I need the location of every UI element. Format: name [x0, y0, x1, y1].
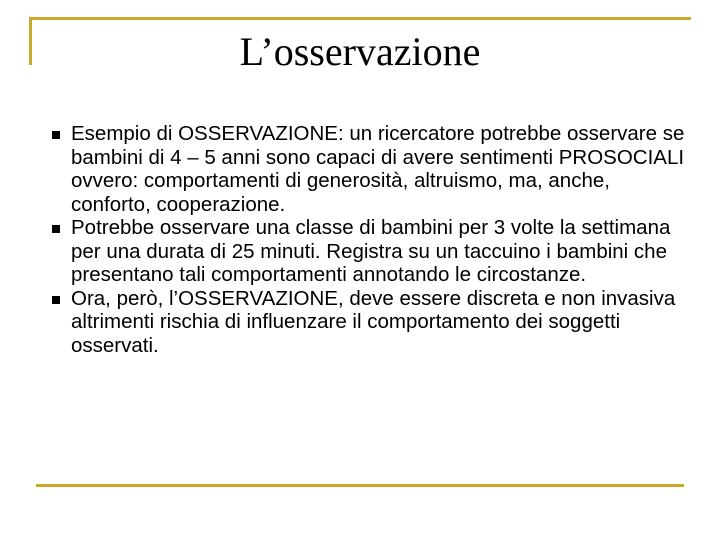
slide-title: L’osservazione — [239, 29, 481, 74]
frame-top-rule — [29, 17, 691, 20]
square-bullet-icon — [52, 131, 60, 139]
bullet-text: Potrebbe osservare una classe di bambini per 3 volte la settimana per una durata di 25 minuti. Registra su un taccuino i bambini che presentano tali comportamenti annotando le circostanze. — [71, 216, 671, 286]
bullet-item — [52, 287, 692, 358]
bullet-item — [52, 122, 692, 216]
square-bullet-icon — [52, 225, 60, 233]
bullet-text: Esempio di OSSERVAZIONE: un ricercatore potrebbe osservare se bambini di 4 – 5 anni sono capaci di avere sentimenti PROSOCIALI ovvero: comportamenti di generosità, altruismo, ma, anche, conforto, cooperazione. — [71, 122, 685, 216]
bullet-item — [52, 216, 692, 287]
square-bullet-icon — [52, 296, 60, 304]
frame-bottom-rule — [36, 484, 684, 487]
bullet-text: Ora, però, l’OSSERVAZIONE, deve essere discreta e non invasiva altrimenti rischia di influenzare il comportamento dei soggetti osservati. — [71, 286, 676, 357]
bullet-list — [52, 122, 692, 357]
